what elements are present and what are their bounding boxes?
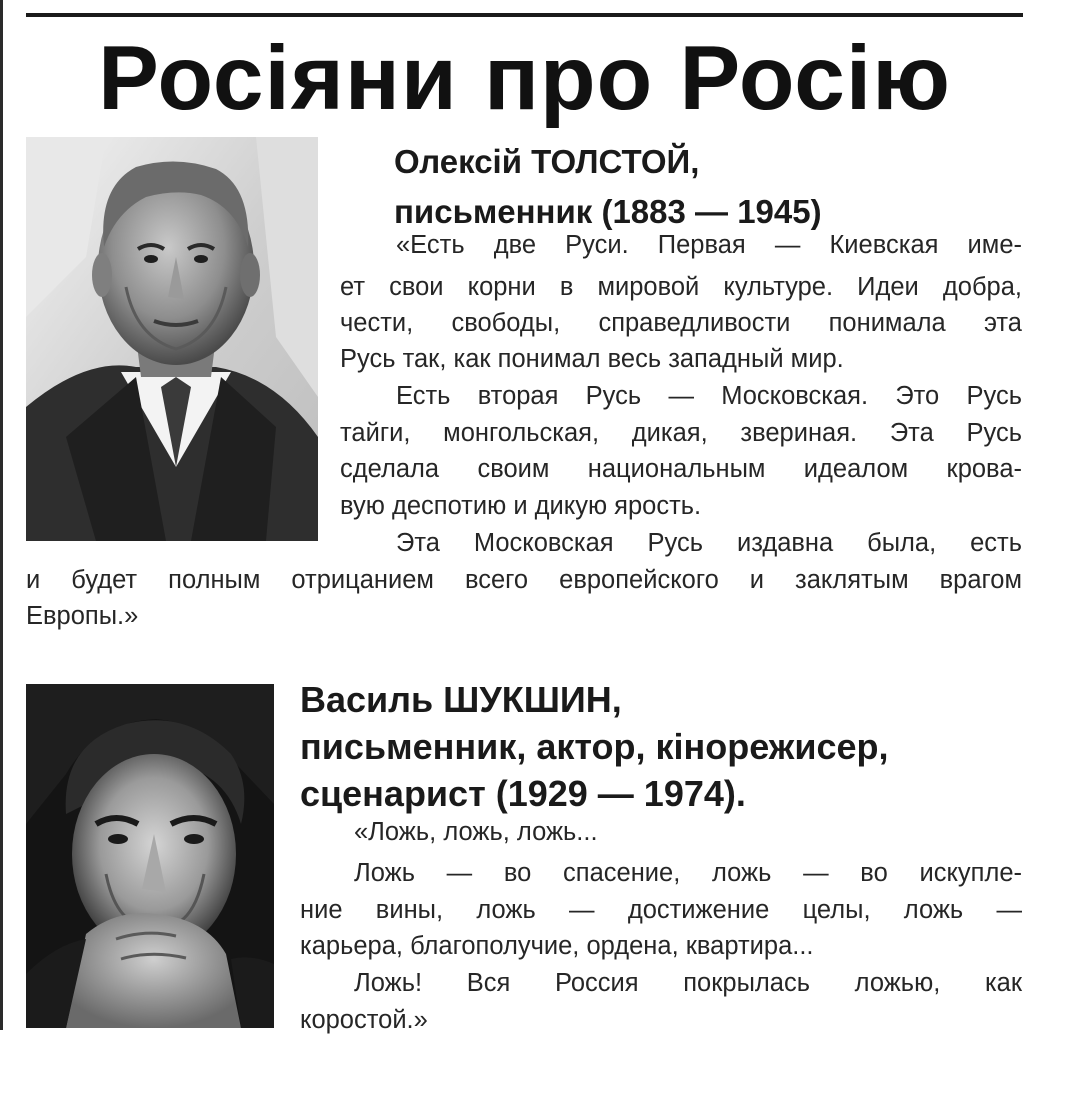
quote-line: Есть вторая Русь — Московская. Это Русь — [396, 382, 1022, 410]
tolstoy-profession-years: письменник (1883 — 1945) — [394, 193, 822, 230]
quote-line: Ложь — во спасение, ложь — во искупле- — [354, 859, 1022, 887]
shukshin-name: Василь ШУКШИН, — [300, 679, 622, 720]
tolstoy-portrait-photo — [26, 137, 318, 541]
quote-line: карьера, благополучие, ордена, квартира... — [300, 932, 814, 960]
quote-line: и будет полным отрицанием всего европейского и заклятым врагом — [26, 566, 1022, 594]
quote-line: коростой.» — [300, 1006, 428, 1034]
tolstoy-name-heading — [394, 137, 822, 237]
shukshin-portrait-photo — [26, 684, 274, 1028]
quote-line: сделала своим национальным идеалом крова- — [340, 455, 1022, 483]
quote-line: Европы.» — [26, 602, 139, 630]
quote-line: вую деспотию и дикую ярость. — [340, 492, 702, 520]
shukshin-name-heading — [300, 676, 888, 817]
shukshin-profession-years: сценарист (1929 — 1974). — [300, 773, 746, 814]
quote-line: «Есть две Руси. Первая — Киевская име- — [396, 231, 1022, 259]
quote-line: Русь так, как понимал весь западный мир. — [340, 345, 844, 373]
quote-line: тайги, монгольская, дикая, звериная. Эта Русь — [340, 419, 1022, 447]
tolstoy-name: Олексій ТОЛСТОЙ, — [394, 143, 700, 180]
shukshin-professions: письменник, актор, кінорежисер, — [300, 726, 889, 767]
page-left-border — [0, 0, 3, 1030]
quote-line: чести, свободы, справедливости понимала эта — [340, 309, 1022, 337]
quote-line: ние вины, ложь — достижение целы, ложь — — [300, 896, 1022, 924]
quote-line: Ложь! Вся Россия покрылась ложью, как — [354, 969, 1022, 997]
quote-line: ет свои корни в мировой культуре. Идеи добра, — [340, 273, 1022, 301]
quote-line: Эта Московская Русь издавна была, есть — [396, 529, 1022, 557]
quote-line: «Ложь, ложь, ложь... — [354, 818, 598, 846]
headline: Росіяни про Росію — [98, 28, 951, 129]
top-rule — [26, 13, 1023, 17]
